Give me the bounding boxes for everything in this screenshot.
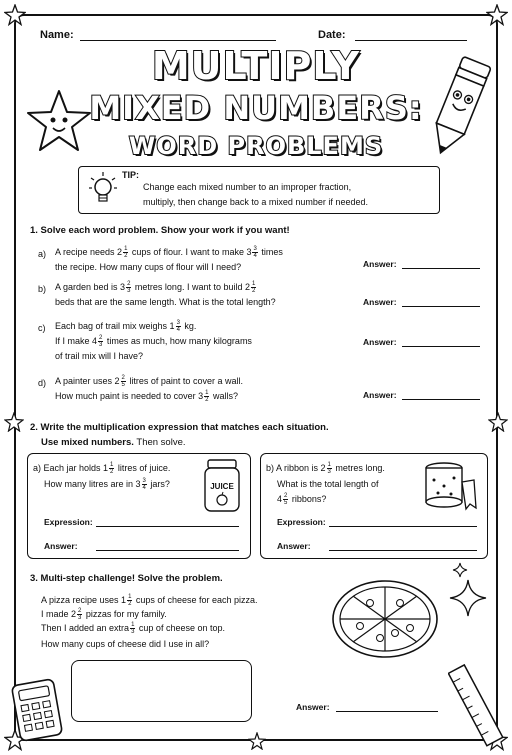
answer-label: Answer: <box>363 390 397 400</box>
problem-1c-line-3: of trail mix will I have? <box>55 351 144 361</box>
date-field[interactable] <box>355 40 467 41</box>
jar-label: JUICE <box>210 482 234 491</box>
answer-1d-field[interactable] <box>402 399 480 400</box>
section-1-heading: 1. Solve each word problem. Show your work if you want! <box>30 225 290 236</box>
ruler-icon <box>448 660 504 748</box>
juice-jar-icon <box>202 458 242 514</box>
answer-label: Answer: <box>44 541 78 551</box>
sparkle-icon <box>452 562 468 578</box>
problem-1c-letter: c) <box>38 323 46 333</box>
answer-1b-field[interactable] <box>402 306 480 307</box>
problem-2a-line-2: How many litres are in 3 $\frac{3}{4}$ jars? <box>44 478 170 492</box>
tip-label: TIP: <box>122 170 139 180</box>
title-line-1: MULTIPLY <box>151 44 361 88</box>
problem-1b-line-1: A garden bed is 3 $\frac{2}{3}$ metres long. I want to build 2 $\frac{1}{2}$ <box>55 281 256 295</box>
problem-2b-line-2: What is the total length of <box>277 479 379 489</box>
section-3-heading: 3. Multi-step challenge! Solve the problem. <box>30 573 223 584</box>
problem-1b-letter: b) <box>38 284 47 294</box>
problem-1c-line-1: Each bag of trail mix weighs 1 $\frac{3}{4}$ kg. <box>55 320 197 334</box>
section-2-heading: 2. Write the multiplication expression that matches each situation. <box>30 422 329 433</box>
calculator-icon <box>8 678 66 742</box>
problem-3-line-3: Then I added an extra $\frac{1}{3}$ cup of cheese on top. <box>41 622 225 636</box>
answer-label: Answer: <box>363 259 397 269</box>
expression-2b-field[interactable] <box>329 526 477 527</box>
problem-2a-line-1: a) Each jar holds 1 $\frac{1}{2}$ litres of juice. <box>33 462 171 476</box>
date-label: Date: <box>318 29 346 41</box>
title-line-3: WORD PROBLEMS <box>128 132 384 160</box>
answer-3-field[interactable] <box>336 711 438 712</box>
problem-2b-line-1: b) A ribbon is 2 $\frac{1}{3}$ metres long. <box>266 462 385 476</box>
pizza-icon <box>330 578 440 660</box>
answer-label: Answer: <box>363 297 397 307</box>
answer-1c-field[interactable] <box>402 346 480 347</box>
tip-text-line-2: multiply, then change back to a mixed number if needed. <box>143 197 368 207</box>
border-star-icon <box>248 732 266 750</box>
answer-1a-field[interactable] <box>402 268 480 269</box>
pencil-mascot-icon <box>420 52 496 162</box>
problem-1a-line-1: A recipe needs 2 $\frac{1}{2}$ cups of flour. I want to make 3 $\frac{3}{4}$ times <box>55 246 283 260</box>
tip-text-line-1: Change each mixed number to an improper fraction, <box>143 182 352 192</box>
problem-1c-line-2: If I make 4 $\frac{2}{3}$ times as much, how many kilograms <box>55 335 252 349</box>
expression-label: Expression: <box>277 517 326 527</box>
title-line-2: MIXED NUMBERS: <box>89 89 423 127</box>
section-2-subheading: Use mixed numbers. Then solve. <box>41 437 186 448</box>
border-star-icon <box>4 412 24 432</box>
problem-2b-line-3: 4 $\frac{2}{5}$ ribbons? <box>277 493 327 507</box>
answer-label: Answer: <box>277 541 311 551</box>
border-star-icon <box>488 412 508 432</box>
problem-3-line-4: How many cups of cheese did I use in all? <box>41 639 210 649</box>
expression-2a-field[interactable] <box>96 526 239 527</box>
problem-1d-line-1: A painter uses 2 $\frac{2}{5}$ litres of paint to cover a wall. <box>55 375 243 389</box>
answer-label: Answer: <box>296 702 330 712</box>
answer-2b-field[interactable] <box>329 550 477 551</box>
corner-star-icon <box>4 4 26 26</box>
problem-1a-line-2: the recipe. How many cups of flour will I need? <box>55 262 242 272</box>
problem-1d-line-2: How much paint is needed to cover 3 $\frac{1}{2}$ walls? <box>55 390 238 404</box>
corner-star-icon <box>486 4 508 26</box>
problem-1b-line-2: beds that are the same length. What is the total length? <box>55 297 276 307</box>
smiling-star-icon <box>24 88 94 154</box>
problem-1a-letter: a) <box>38 249 47 259</box>
work-box[interactable] <box>71 660 252 722</box>
problem-3-line-2: I made 2 $\frac{2}{3}$ pizzas for my family. <box>41 608 167 622</box>
answer-label: Answer: <box>363 337 397 347</box>
name-label: Name: <box>40 29 74 41</box>
name-field[interactable] <box>80 40 276 41</box>
answer-2a-field[interactable] <box>96 550 239 551</box>
ribbon-spool-icon <box>418 460 478 512</box>
problem-3-line-1: A pizza recipe uses 1 $\frac{1}{2}$ cups of cheese for each pizza. <box>41 594 258 608</box>
expression-label: Expression: <box>44 517 93 527</box>
problem-1d-letter: d) <box>38 378 47 388</box>
sparkle-icon <box>448 578 488 618</box>
